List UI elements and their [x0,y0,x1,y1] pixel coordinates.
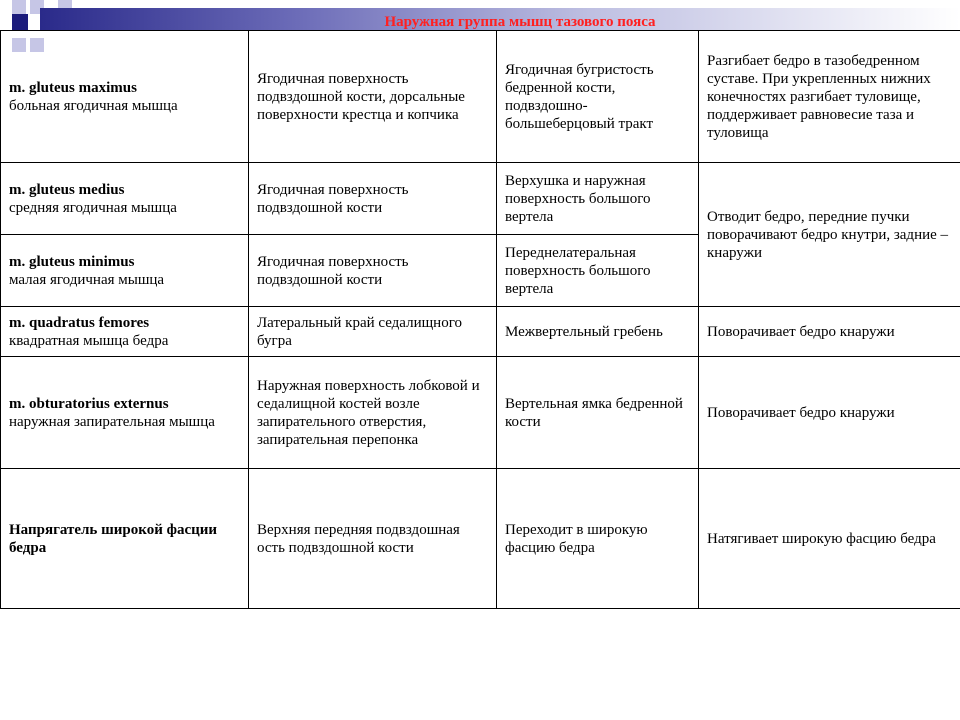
function-cell [699,163,960,307]
insertion-text: Межвертельный гребень [505,323,663,340]
muscle-table [0,30,960,609]
origin-cell [249,469,497,609]
russian-name: квадратная мышца бедра [9,332,169,349]
latin-name: m. gluteus minimus [9,253,135,270]
russian-name: больная ягодичная мышца [9,97,178,114]
origin-text: Латеральный край седалищного бугра [257,314,462,349]
russian-name: малая ягодичная мышца [9,271,165,288]
origin-cell [249,307,497,357]
insertion-text: Верхушка и наружная поверхность большого вертела [505,172,651,225]
table-row [1,469,960,609]
function-cell [699,31,960,163]
latin-name: m. quadratus femores [9,314,150,331]
muscle-name-cell [1,357,249,469]
insertion-cell [497,307,699,357]
insertion-text: Ягодичная бугристость бедренной кости, подвздошно-большеберцовый тракт [505,61,654,132]
russian-name: Напрягатель широкой фасции бедра [9,521,218,556]
origin-text: Наружная поверхность лобковой и седалищной костей возле запирательного отверстия, запирательная перепонка [257,377,480,448]
decor-square [12,14,28,30]
origin-text: Ягодичная поверхность подвздошной кости, дорсальные поверхности крестца и копчика [257,70,465,123]
insertion-cell [497,31,699,163]
muscle-name-cell [1,31,249,163]
function-text: Поворачивает бедро кнаружи [707,323,895,340]
muscle-name-cell [1,235,249,307]
insertion-cell [497,469,699,609]
table-row [1,163,960,235]
muscle-name-cell [1,163,249,235]
table-row [1,357,960,469]
origin-cell [249,31,497,163]
function-cell [699,357,960,469]
latin-name: m. gluteus medius [9,181,125,198]
origin-text: Верхняя передняя подвздошная ость подвздошной кости [257,521,460,556]
table-row [1,307,960,357]
muscle-name-cell [1,307,249,357]
function-text: Отводит бедро, передние пучки поворачивают бедро кнутри, задние – кнаружи [707,208,949,261]
insertion-text: Переходит в широкую фасцию бедра [505,521,648,556]
insertion-text: Вертельная ямка бедренной кости [505,395,683,430]
origin-text: Ягодичная поверхность подвздошной кости [257,253,409,288]
function-cell [699,307,960,357]
latin-name: m. gluteus maximus [9,79,137,96]
russian-name: наружная запирательная мышца [9,413,215,430]
function-text: Натягивает широкую фасцию бедра [707,530,936,547]
insertion-cell [497,235,699,307]
insertion-text: Переднелатеральная поверхность большого вертела [505,244,651,297]
table-row [1,31,960,163]
origin-cell [249,163,497,235]
latin-name: m. obturatorius externus [9,395,169,412]
origin-cell [249,357,497,469]
function-text: Поворачивает бедро кнаружи [707,404,895,421]
function-text: Разгибает бедро в тазобедренном суставе. При укрепленных нижних конечностях разгибает туловище, поддерживает равновесие таза и туловища [707,52,931,141]
origin-cell [249,235,497,307]
muscle-name-cell [1,469,249,609]
insertion-cell [497,163,699,235]
insertion-cell [497,357,699,469]
decor-square [12,0,26,14]
function-cell [699,469,960,609]
title-bar [40,8,960,30]
russian-name: средняя ягодичная мышца [9,199,177,216]
slide-title: Наружная группа мышц тазового пояса [384,14,656,30]
origin-text: Ягодичная поверхность подвздошной кости [257,181,409,216]
